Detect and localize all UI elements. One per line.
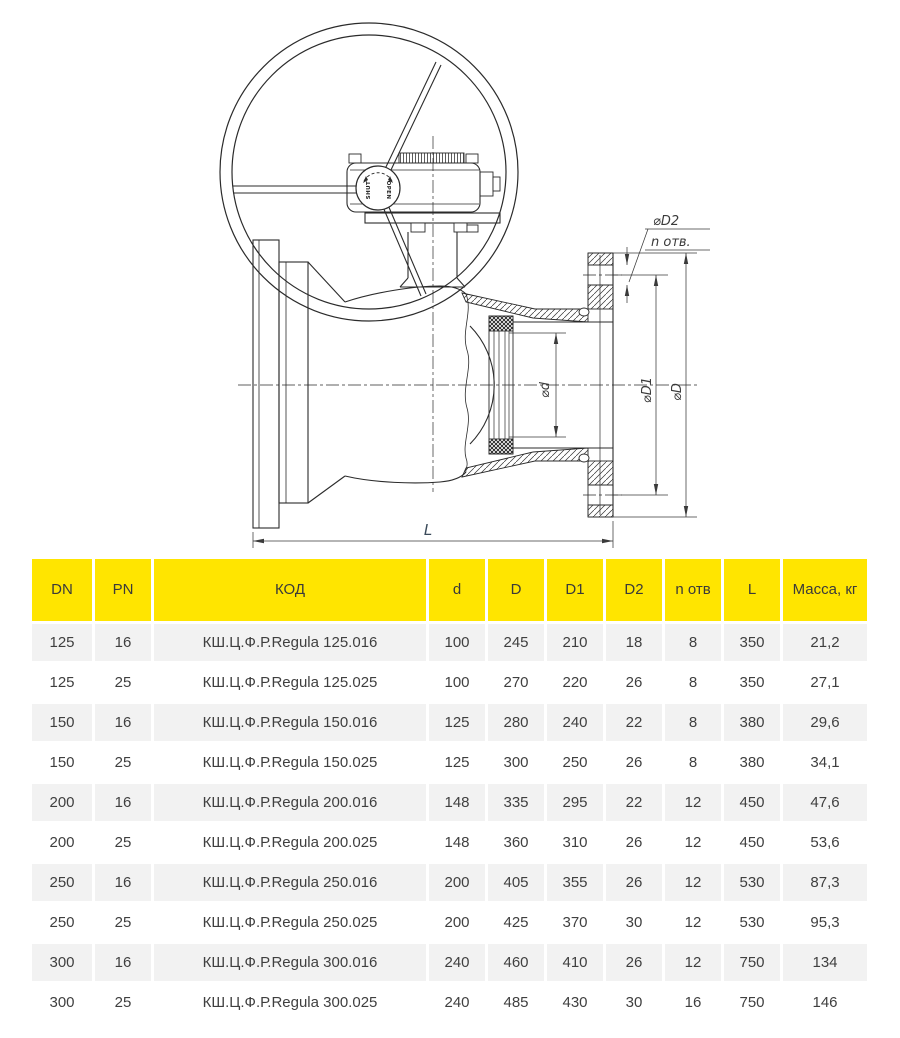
valve-body [253,232,469,528]
cell-mass: 29,6 [783,704,867,741]
gearbox-top-bolt-right [466,154,478,163]
cell-d: 200 [429,864,485,901]
cell-dn: 125 [32,624,92,661]
cell-pn: 16 [95,784,151,821]
gearbox-input-shaft [480,172,493,196]
cell-L: 450 [724,824,780,861]
cell-D1: 240 [547,704,603,741]
cell-mass: 87,3 [783,864,867,901]
hub-open-label: OPEN [385,180,391,200]
cell-dn: 250 [32,904,92,941]
cell-mass: 95,3 [783,904,867,941]
cell-D: 280 [488,704,544,741]
cell-dn: 150 [32,704,92,741]
cell-code: КШ.Ц.Ф.Р.Regula 125.016 [154,624,426,661]
cell-D: 460 [488,944,544,981]
left-flange [253,240,279,528]
cell-D1: 430 [547,984,603,1021]
cell-D2: 18 [606,624,662,661]
cell-L: 750 [724,944,780,981]
cell-n: 8 [665,664,721,701]
cell-D: 485 [488,984,544,1021]
col-header-code: КОД [154,559,426,621]
break-wavy-line [465,294,469,472]
dim-D2-leader [625,214,710,303]
cell-n: 12 [665,904,721,941]
cell-D2: 26 [606,744,662,781]
cell-d: 125 [429,704,485,741]
cell-mass: 134 [783,944,867,981]
dim-label-d: ⌀d [538,381,553,399]
cell-D1: 310 [547,824,603,861]
cell-L: 530 [724,904,780,941]
cell-code: КШ.Ц.Ф.Р.Regula 200.025 [154,824,426,861]
base-bolt-right [454,223,467,232]
cell-D: 405 [488,864,544,901]
cell-pn: 25 [95,824,151,861]
cell-D: 335 [488,784,544,821]
cell-pn: 25 [95,664,151,701]
cell-pn: 16 [95,704,151,741]
cell-n: 12 [665,824,721,861]
cell-n: 8 [665,704,721,741]
cell-n: 12 [665,944,721,981]
table-row [32,704,867,741]
cell-dn: 150 [32,744,92,781]
hub-shut-label: SHUT [366,180,372,200]
cell-mass: 47,6 [783,784,867,821]
cell-d: 100 [429,664,485,701]
cell-mass: 34,1 [783,744,867,781]
table-header-row [32,559,867,621]
dim-label-L: L [423,521,433,539]
table-row [32,864,867,901]
cell-n: 16 [665,984,721,1021]
cell-pn: 25 [95,744,151,781]
cell-dn: 300 [32,944,92,981]
left-hub-ring [279,262,308,503]
cell-D2: 26 [606,664,662,701]
cell-D1: 250 [547,744,603,781]
dim-label-D: ⌀D [670,383,685,401]
cell-pn: 25 [95,984,151,1021]
cell-d: 240 [429,944,485,981]
valve-spec-table [29,556,870,1024]
cell-L: 530 [724,864,780,901]
cell-D2: 22 [606,704,662,741]
table-row [32,784,867,821]
table-row [32,824,867,861]
cell-D: 360 [488,824,544,861]
dim-label-n-holes: n отв. [651,235,691,250]
table-row [32,904,867,941]
cell-code: КШ.Ц.Ф.Р.Regula 250.025 [154,904,426,941]
body-top-edge [345,286,466,302]
cell-d: 148 [429,784,485,821]
lower-wall-section [462,448,588,477]
cell-L: 350 [724,624,780,661]
body-bottom-edge [345,472,466,483]
cell-L: 450 [724,784,780,821]
cell-dn: 200 [32,824,92,861]
col-header-D2: D2 [606,559,662,621]
cell-D2: 26 [606,824,662,861]
cell-d: 125 [429,744,485,781]
cell-D1: 295 [547,784,603,821]
dim-label-D2: ⌀D2 [653,214,680,229]
dim-L [253,521,613,543]
cell-D1: 220 [547,664,603,701]
col-header-d: d [429,559,485,621]
gearbox-base-plate [365,213,500,223]
cell-dn: 200 [32,784,92,821]
cell-D1: 410 [547,944,603,981]
cell-pn: 16 [95,624,151,661]
col-header-pn: PN [95,559,151,621]
table-row [32,664,867,701]
cell-d: 100 [429,624,485,661]
cell-D1: 355 [547,864,603,901]
cell-mass: 53,6 [783,824,867,861]
cell-D2: 26 [606,944,662,981]
base-bolt-left [411,223,425,232]
cell-code: КШ.Ц.Ф.Р.Regula 300.025 [154,984,426,1021]
cell-dn: 125 [32,664,92,701]
cell-D1: 370 [547,904,603,941]
cell-mass: 21,2 [783,624,867,661]
upper-wall-section [462,293,588,322]
cell-D1: 210 [547,624,603,661]
cell-pn: 16 [95,944,151,981]
col-header-D: D [488,559,544,621]
cell-code: КШ.Ц.Ф.Р.Regula 250.016 [154,864,426,901]
weld-bead-bottom [579,454,589,462]
cell-D: 245 [488,624,544,661]
cell-dn: 250 [32,864,92,901]
cell-code: КШ.Ц.Ф.Р.Regula 125.025 [154,664,426,701]
table-row [32,984,867,1021]
cell-code: КШ.Ц.Ф.Р.Regula 150.025 [154,744,426,781]
gearbox-shaft-cap [493,177,500,191]
cell-n: 12 [665,864,721,901]
cell-n: 12 [665,784,721,821]
cell-L: 750 [724,984,780,1021]
cell-mass: 27,1 [783,664,867,701]
cell-d: 200 [429,904,485,941]
dim-D1 [640,275,658,495]
cell-dn: 300 [32,984,92,1021]
cell-code: КШ.Ц.Ф.Р.Regula 150.016 [154,704,426,741]
cell-D2: 26 [606,864,662,901]
cell-D2: 30 [606,984,662,1021]
cell-code: КШ.Ц.Ф.Р.Regula 300.016 [154,944,426,981]
cell-n: 8 [665,744,721,781]
table-row [32,744,867,781]
cell-n: 8 [665,624,721,661]
gearbox-nameplate [399,153,464,163]
cell-D2: 30 [606,904,662,941]
col-header-dn: DN [32,559,92,621]
cell-d: 240 [429,984,485,1021]
cell-code: КШ.Ц.Ф.Р.Regula 200.016 [154,784,426,821]
gearbox-top-bolt-left [349,154,361,163]
cell-d: 148 [429,824,485,861]
dim-label-D1: ⌀D1 [640,376,655,404]
base-bolt-nut [467,225,478,232]
cell-mass: 146 [783,984,867,1021]
table-row [32,624,867,661]
dimensions [253,214,710,548]
weld-bead-top [579,308,589,316]
col-header-D1: D1 [547,559,603,621]
table-row [32,944,867,981]
cell-D2: 22 [606,784,662,821]
cell-pn: 25 [95,904,151,941]
cell-D: 425 [488,904,544,941]
cell-L: 350 [724,664,780,701]
cell-D: 270 [488,664,544,701]
col-header-n-holes: n отв [665,559,721,621]
cell-D: 300 [488,744,544,781]
cell-pn: 16 [95,864,151,901]
col-header-L: L [724,559,780,621]
cell-L: 380 [724,744,780,781]
col-header-mass: Масса, кг [783,559,867,621]
cell-L: 380 [724,704,780,741]
